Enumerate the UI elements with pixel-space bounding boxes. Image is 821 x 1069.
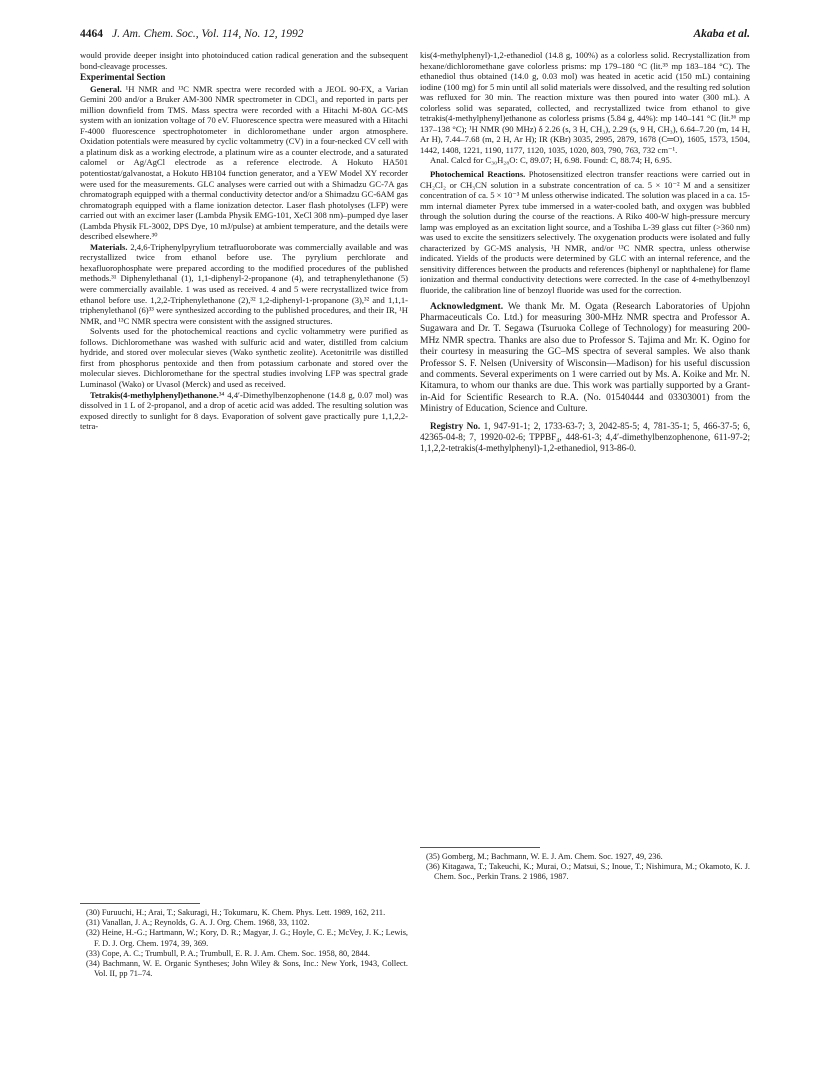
footnote-rule-left [80, 903, 200, 904]
registry-text: 1, 947-91-1; 2, 1733-63-7; 3, 2042-85-5; 4, 781-35-1; 5, 466-37-5; 6, 42365-04-8; 7, 19920-02-6; TPPBF₄, 448-61-3; 4,4′-dimethylbenzophenone, 611-97-2; 1,1,2,2-tetrakis(4-methylphenyl)-1,2-ethanediol, 913-86-0. [420, 420, 751, 453]
tetrakis-text: ³⁴ 4,4′-Dimethylbenzophenone (14.8 g, 0.07 mol) was dissolved in 1 L of 2-propanol, and a drop of acetic acid was added. The resulting solution was exposed directly to sunlight for 8 days. Evaporation of solvent gave practically pure 1,1,2,2-tetra- [80, 389, 408, 432]
footnote-rule-right [420, 847, 540, 848]
continued-paragraph: kis(4-methylphenyl)-1,2-ethanediol (14.8 g, 100%) as a colorless solid. Recrystallization from hexane/dichloromethane gave colorless prisms: mp 179–180 °C (lit.³⁵ mp 183–184 °C). The ethanediol thus obtained (14.0 g, 0.03 mol) was heated in acetic acid (150 mL) containing iodine (100 mg) for 5 min until all solid materials were dissolved, and the resulting red solution was refluxed for 30 min. The reaction mixture was then poured into water (300 mL). A colorless solid was separated, collected, and recrystallized twice from ethanol to give tetrakis(4-methylphenyl)ethanone as colorless prisms (5.84 g, 44%): mp 140–141 °C (lit.³⁶ mp 137–138 °C); ¹H NMR (90 MHz) δ 2.26 (s, 3 H, CH₃), 2.29 (s, 9 H, CH₃), 6.64–7.20 (m, 14 H, Ar H), 7.44–7.68 (m, 2 H, Ar H); IR (KBr) 3035, 2995, 2879, 1678 (C═O), 1605, 1573, 1504, 1442, 1408, 1221, 1190, 1177, 1120, 1035, 1020, 803, 790, 763, 732 cm⁻¹. [420, 50, 750, 155]
reference-item: (30) Furuuchi, H.; Arai, T.; Sakuragi, H.; Tokumaru, K. Chem. Phys. Lett. 1989, 162, 211. [86, 908, 386, 917]
materials-text: 2,4,6-Triphenylpyrylium tetrafluoroborate was commercially available and was recrystallized twice from ethanol before use. The pyrylium perchlorate and hexafluorophosphate were prepared according to the modified procedures of the published methods.³¹ Diphenylethanal (1), 1,1-diphenyl-2-propanone (4), and tetraphenylethanone (5) were commercially available. 1 was used as received. 4 and 5 were recrystallized twice from ethanol before use. 1,2,2-Triphenylethanone (2),³² 1,2-diphenyl-1-propanone (3),³² and 1,1,1-triphenylethanol (6)³³ were synthesized according to the published procedures, and their IR, ¹H NMR, and ¹³C NMR spectra were consistent with the assigned structures. [80, 241, 408, 326]
tetrakis-runin: Tetrakis(4-methylphenyl)ethanone. [90, 389, 219, 400]
photochemical-runin: Photochemical Reactions. [430, 169, 526, 180]
references-left [80, 908, 408, 979]
reference-item: (36) Kitagawa, T.; Takeuchi, K.; Murai, O.; Matsui, S.; Inoue, T.; Nishimura, M.; Okamoto, K. J. Chem. Soc., Perkin Trans. 2 1986, 1987. [426, 862, 750, 882]
anal-paragraph: Anal. Calcd for C₃₀H₂₈O: C, 89.07; H, 6.98. Found: C, 88.74; H, 6.95. [430, 155, 672, 166]
reference-item: (35) Gomberg, M.; Bachmann, W. E. J. Am. Chem. Soc. 1927, 49, 236. [426, 852, 663, 861]
right-column [420, 50, 750, 454]
reference-item: (31) Vanallan, J. A.; Reynolds, G. A. J. Org. Chem. 1968, 33, 1102. [86, 918, 310, 928]
materials-runin: Materials. [90, 241, 128, 252]
left-column [80, 50, 408, 432]
reference-item: (33) Cope, A. C.; Trumbull, P. A.; Trumbull, E. R. J. Am. Chem. Soc. 1958, 80, 2844. [86, 948, 370, 958]
photochemical-text: Photosensitized electron transfer reactions were carried out in CH₂Cl₂ or CH₃CN solution in a substrate concentration of ca. 5 × 10⁻² M and a sensitizer concentration of ca. 5 × 10⁻³ M unless otherwise indicated. The solution was placed in a ca. 15-mm internal diameter Pyrex tube immersed in a water-cooled bath, and oxygen was bubbled through the solution during the course of the reactions. A Riko 400-W high-pressure mercury lamp was employed as an excitation light source, and a Toshiba L-39 glass cut filter (>360 nm) was used to excite the sensitizers selectively. The oxygenation products were isolated and fully characterized by GC-MS analysis, ¹H NMR, and/or ¹³C NMR spectra, unless otherwise indicated. Yields of the products were determined by GLC with an internal reference, and the sensitivity differences between the products and references (biphenyl or naphthalene) for flame ionization and thermal conductivity detections were corrected. In the case of 4-methylbenzoyl fluoride, the calibration line of benzoyl fluoride was used for the correction. [420, 169, 750, 296]
registry-paragraph [420, 421, 750, 454]
materials-paragraph [80, 242, 408, 326]
general-paragraph [80, 84, 408, 242]
intro-paragraph: would provide deeper insight into photoinduced cation radical generation and the subsequent bond-cleavage processes. [80, 50, 408, 71]
solvents-paragraph: Solvents used for the photochemical reactions and cyclic voltammetry were purified as follows. Dichloromethane was washed with sulfuric acid and water, distilled from calcium hydride, and stored over molecular sieves (Wako synthetic zeolite). Acetonitrile was distilled first from phosphorus pentoxide and then from potassium carbonate and stored over the molecular sieves. Dichloromethane for the spectral studies involving LFP was spectral grade Luminasol (Wako) or Uvasol (Merck) and used as received. [80, 326, 408, 389]
reference-item: (34) Bachmann, W. E. Organic Syntheses; John Wiley & Sons, Inc.: New York, 1943, Collect. Vol. II, pp 71–74. [86, 959, 408, 979]
acknowledgment-runin: Acknowledgment. [430, 301, 504, 312]
photochemical-paragraph [420, 169, 750, 296]
tetrakis-paragraph [80, 390, 408, 432]
general-text: ¹H NMR and ¹³C NMR spectra were recorded with a JEOL 90-FX, a Varian Gemini 200 and/or a Bruker AM-300 NMR spectrometer in CDCl₃ and reported in parts per million downfield from TMS. Mass spectra were recorded with a Hitachi M-80A GC-MS system with an ionization voltage of 70 eV. Fluorescence spectra were measured with a Hitachi F-4000 fluorescence spectrophotometer in dichloromethane under argon atmosphere. Oxidation potentials were measured by cyclic voltammetry (CV) in a four-necked CV cell with a platinum disk as a working electrode, a platinum wire as a counter electrode, and a saturated calomel or Ag/AgCl electrode as a reference electrode. A Hokuto HA501 potentiostat/galvanostat, a Hokuto HB104 function generator, and a YEW Model XY recorder were used for the measurements. GLC analyses were carried out with a Shimadzu GC-7A gas chromatograph equipped with a thermal conductivity detector and/or a Shimadzu GC-6AM gas chromatograph equipped with a flame ionization detector. Laser flash photolyses (LFP) were carried out with an excimer laser (Lambda Physik EMG-101, XeCl 308 nm)–pumped dye laser (Lambda Physik FL-3002, DPS Dye, 10 mJ/pulse) at ambient temperature, and the details were described elsewhere.³⁰ [80, 83, 408, 242]
general-runin: General. [90, 83, 122, 94]
running-header [80, 28, 750, 44]
acknowledgment-paragraph [420, 302, 750, 416]
acknowledgment-text: We thank Mr. M. Ogata (Research Laboratories of Upjohn Pharmaceuticals Co. Ltd.) for measuring 300-MHz NMR spectra and Professor A. Sugawara and Dr. T. Segawa (Tsuruoka College of Technology) for measuring 200-MHz NMR spectra. Thanks are also due to Professor S. Tajima and Mr. K. Ogino for their courtesy in measuring the GC–MS spectra of several samples. We also thank Professor S. F. Nelsen (University of Wisconsin—Madison) for his useful discussion and comments. Several experiments on 1 were carried out by Ms. A. Koike and Mr. N. Kitamura, to whom our thanks are due. This work was partially supported by a Grant-in-Aid for Scientific Research to R.A. (No. 01540444 and 03303001) from the Ministry of Education, Science and Culture. [420, 301, 750, 415]
section-title: Experimental Section [80, 73, 166, 84]
registry-runin: Registry No. [430, 420, 481, 431]
page-number: 4464 [80, 28, 103, 40]
running-authors: Akaba et al. [693, 28, 750, 40]
journal-citation: J. Am. Chem. Soc., Vol. 114, No. 12, 1992 [112, 28, 304, 40]
reference-item: (32) Heine, H.-G.; Hartmann, W.; Kory, D. R.; Magyar, J. G.; Hoyle, C. E.; McVey, J. K.; Lewis, F. D. J. Org. Chem. 1974, 39, 369. [86, 928, 408, 948]
references-right [420, 852, 750, 883]
